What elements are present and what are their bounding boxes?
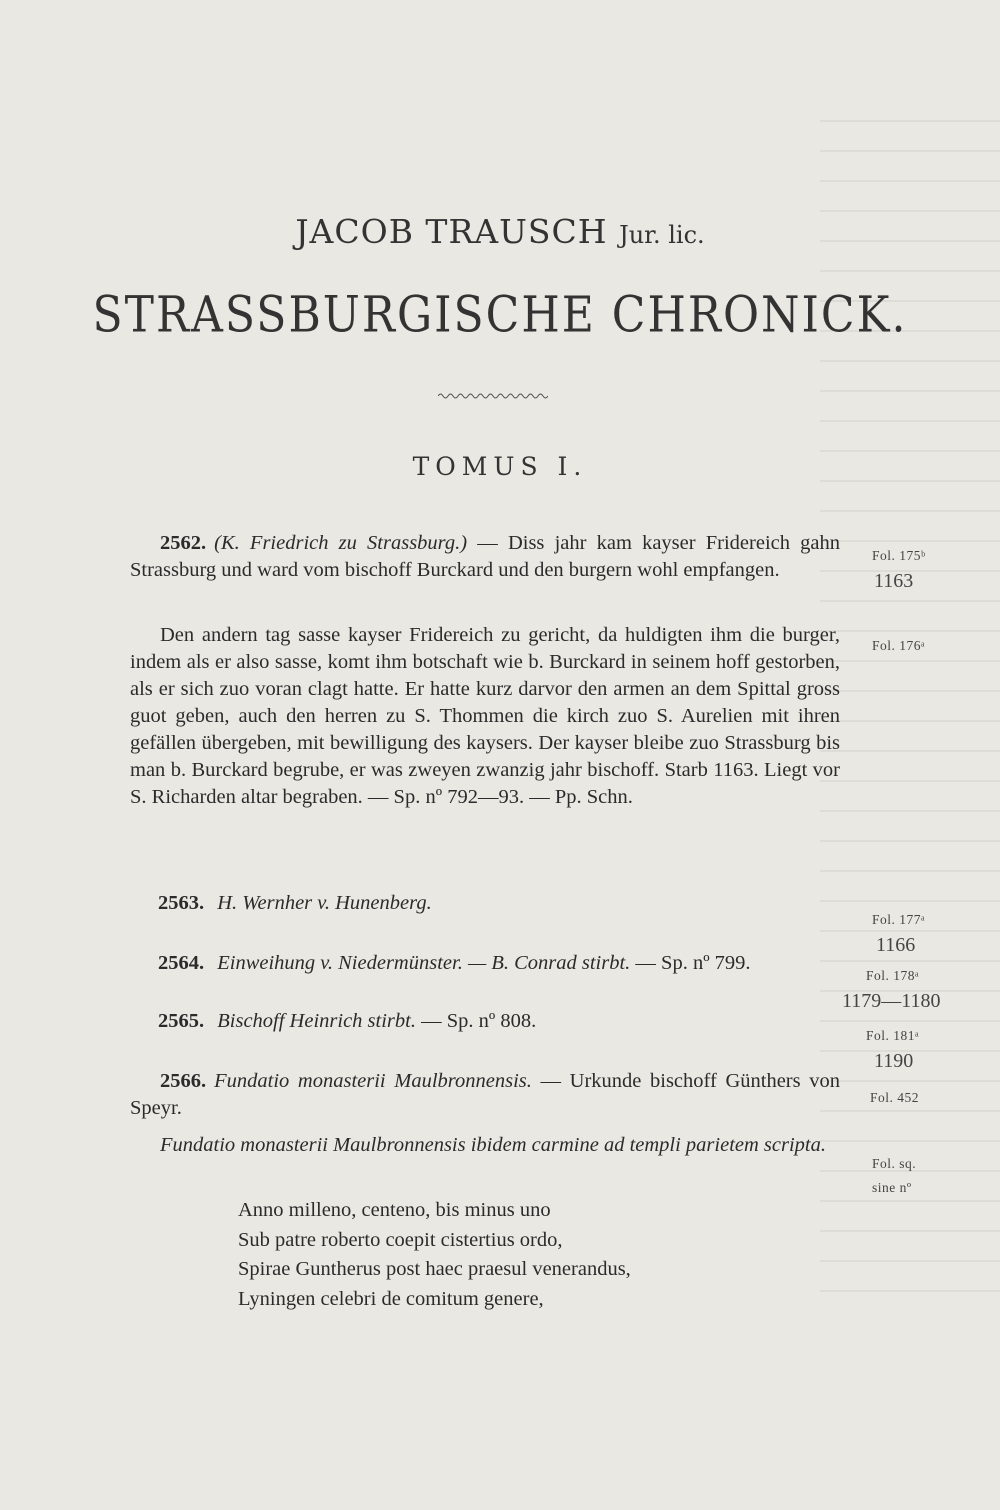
wavy-rule-ornament xyxy=(438,392,548,400)
margin-year: 1190 xyxy=(874,1050,914,1072)
verse-block xyxy=(238,1196,631,1314)
entry-text: — Urkunde bischoff Günthers von Speyr. xyxy=(130,1070,840,1119)
verse-line: Anno milleno, centeno, bis minus uno xyxy=(238,1199,551,1221)
entry-number: 2566. xyxy=(160,1070,207,1092)
entry-2562-intro xyxy=(130,530,840,584)
entry-2563 xyxy=(158,892,432,915)
margin-folio: Fol. 181ᵃ xyxy=(866,1028,920,1043)
entry-heading: H. Wernher v. Hunenberg. xyxy=(217,892,432,914)
margin-folio: sine nº xyxy=(872,1180,912,1195)
margin-year: 1163 xyxy=(874,570,914,592)
entry-2566-subheading: Fundatio monasterii Maulbronnensis ibidem carmine ad templi parietem scripta. xyxy=(160,1134,826,1156)
margin-folio: Fol. 177ᵃ xyxy=(872,912,926,927)
author-line xyxy=(0,212,1000,251)
margin-year: 1166 xyxy=(876,934,916,956)
entry-2566 xyxy=(130,1068,840,1122)
margin-year: 1179—1180 xyxy=(842,990,941,1012)
entry-heading: Einweihung v. Niedermünster. — B. Conrad stirbt. xyxy=(217,952,631,974)
entry-heading: Fundatio monasterii Maulbronnensis. xyxy=(214,1070,532,1092)
entry-number: 2562. xyxy=(160,532,207,554)
entry-text: — Diss jahr kam kayser Fridereich gahn Strassburg und ward vom bischoff Burckard und den burgern wohl empfangen. xyxy=(130,532,841,581)
entry-2565 xyxy=(158,1010,536,1033)
entry-text: — Sp. nº 799. xyxy=(630,952,751,974)
verse-line: Spirae Guntherus post haec praesul venerandus, xyxy=(238,1258,631,1280)
entry-2562-body: Den andern tag sasse kayser Fridereich zu gericht, da huldigten ihm die burger, indem als er also sasse, komt ihm botschaft wie b. Burckard in seinem hoff gestorben, als er sich zuo voran clagt hatte. Er hatte kurz darvor den armen an dem Spittal gross guot geben, auch den herren zu S. Thommen die kirch zuo S. Aurelien mit ihren gefällen übergeben, mit bewilligung des kaysers. Der kayser bleibe zuo Strassburg bis man b. Burckard begrube, er was zweyen zwanzig jahr bischoff. Starb 1163. Liegt vor S. Richarden altar begraben. — Sp. nº 792—93. — Pp. Schn. xyxy=(130,624,840,808)
margin-folio: Fol. 452 xyxy=(870,1090,920,1105)
entry-number: 2565. xyxy=(158,1010,205,1032)
book-title: STRASSBURGISCHE CHRONICK. xyxy=(92,286,908,345)
volume-heading: TOMUS I. xyxy=(412,452,588,481)
entry-number: 2563. xyxy=(158,892,205,914)
margin-folio: Fol. sq. xyxy=(872,1156,917,1171)
author-name: JACOB TRAUSCH xyxy=(295,212,608,251)
margin-folio: Fol. 178ᵃ xyxy=(866,968,920,983)
entry-2564 xyxy=(158,952,751,975)
margin-folio: Fol. 175ᵇ xyxy=(872,548,926,563)
entry-number: 2564. xyxy=(158,952,205,974)
entry-heading: Bischoff Heinrich stirbt. xyxy=(217,1010,416,1032)
verse-line: Sub patre roberto coepit cistertius ordo, xyxy=(238,1228,563,1251)
author-degree: Jur. lic. xyxy=(619,221,705,249)
margin-folio: Fol. 176ᵃ xyxy=(872,638,926,653)
entry-text: — Sp. nº 808. xyxy=(415,1010,537,1032)
verse-line: Lyningen celebri de comitum genere, xyxy=(238,1287,544,1310)
entry-heading: (K. Friedrich zu Strassburg.) xyxy=(214,532,468,554)
